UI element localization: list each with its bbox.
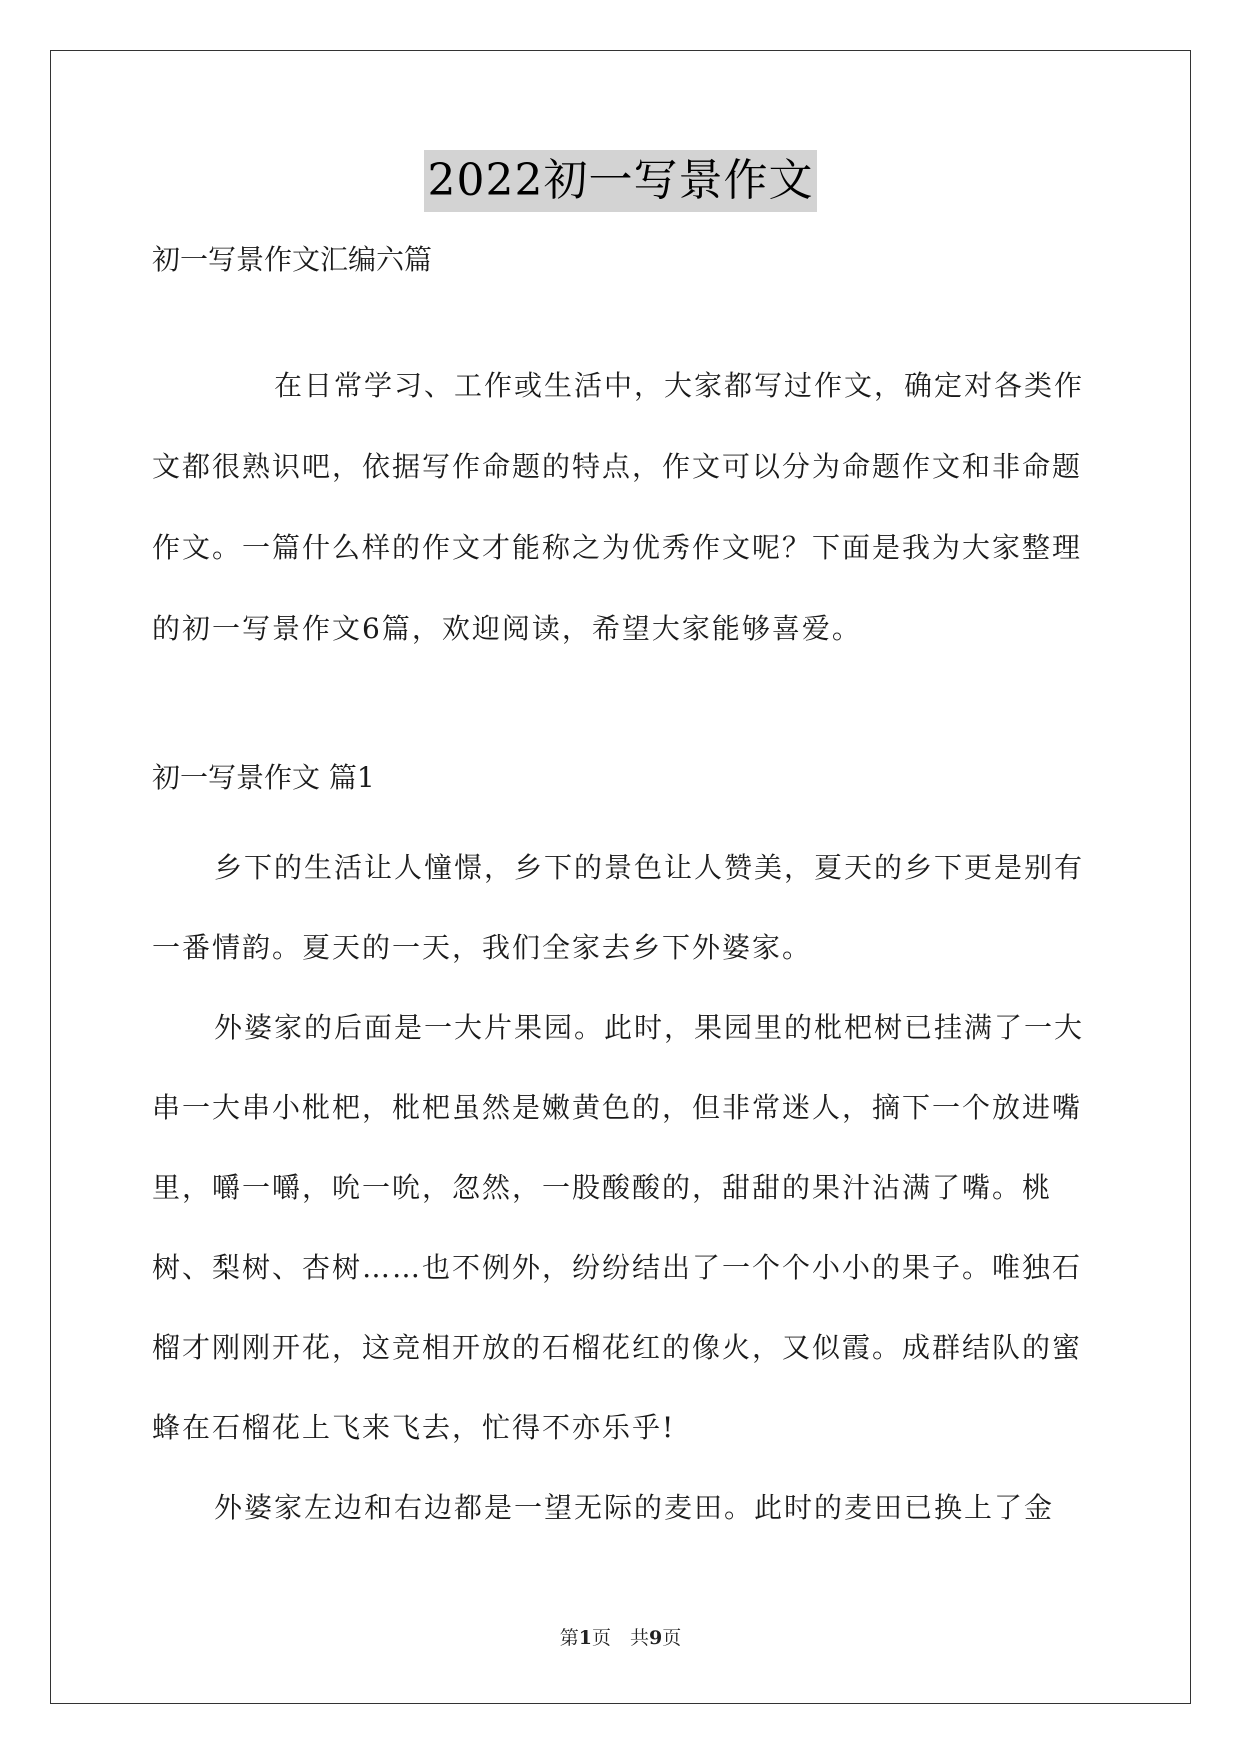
document-subtitle: 初一写景作文汇编六篇 — [152, 243, 433, 276]
footer-page-total: 9 — [649, 1627, 663, 1649]
section-heading: 初一写景作文 篇1 — [152, 761, 375, 794]
intro-paragraph — [152, 345, 1092, 669]
article-paragraph-1: 乡下的生活让人憧憬，乡下的景色让人赞美，夏天的乡下更是别有一番情韵。夏天的一天，我们全家去乡下外婆家。 — [152, 851, 1085, 964]
footer-page-current: 1 — [578, 1627, 592, 1649]
footer-suffix: 页 — [662, 1627, 682, 1649]
page-footer — [0, 1624, 1241, 1652]
article-paragraph-3: 外婆家左边和右边都是一望无际的麦田。此时的麦田已换上了金 — [214, 1491, 1055, 1524]
intro-text: 在日常学习、工作或生活中，大家都写过作文，确定对各类作文都很熟识吧，依据写作命题的特点，作文可以分为命题作文和非命题作文。一篇什么样的作文才能称之为优秀作文呢？下面是我为大家整理的初一写景作文6篇，欢迎阅读，希望大家能够喜爱。 — [152, 369, 1085, 645]
footer-mid: 页 共 — [591, 1627, 649, 1649]
title-container — [0, 150, 1241, 212]
article-paragraph-2: 外婆家的后面是一大片果园。此时，果园里的枇杷树已挂满了一大串一大串小枇杷，枇杷虽然是嫩黄色的，但非常迷人，摘下一个放进嘴里，嚼一嚼，吮一吮，忽然，一股酸酸的，甜甜的果汁沾满了嘴。桃树、梨树、杏树……也不例外，纷纷结出了一个个小小的果子。唯独石榴才刚刚开花，这竞相开放的石榴花红的像火，又似霞。成群结队的蜜蜂在石榴花上飞来飞去，忙得不亦乐乎! — [152, 1011, 1085, 1444]
document-title: 2022初一写景作文 — [424, 150, 818, 212]
footer-prefix: 第 — [559, 1627, 579, 1649]
article-body — [152, 828, 1092, 1548]
